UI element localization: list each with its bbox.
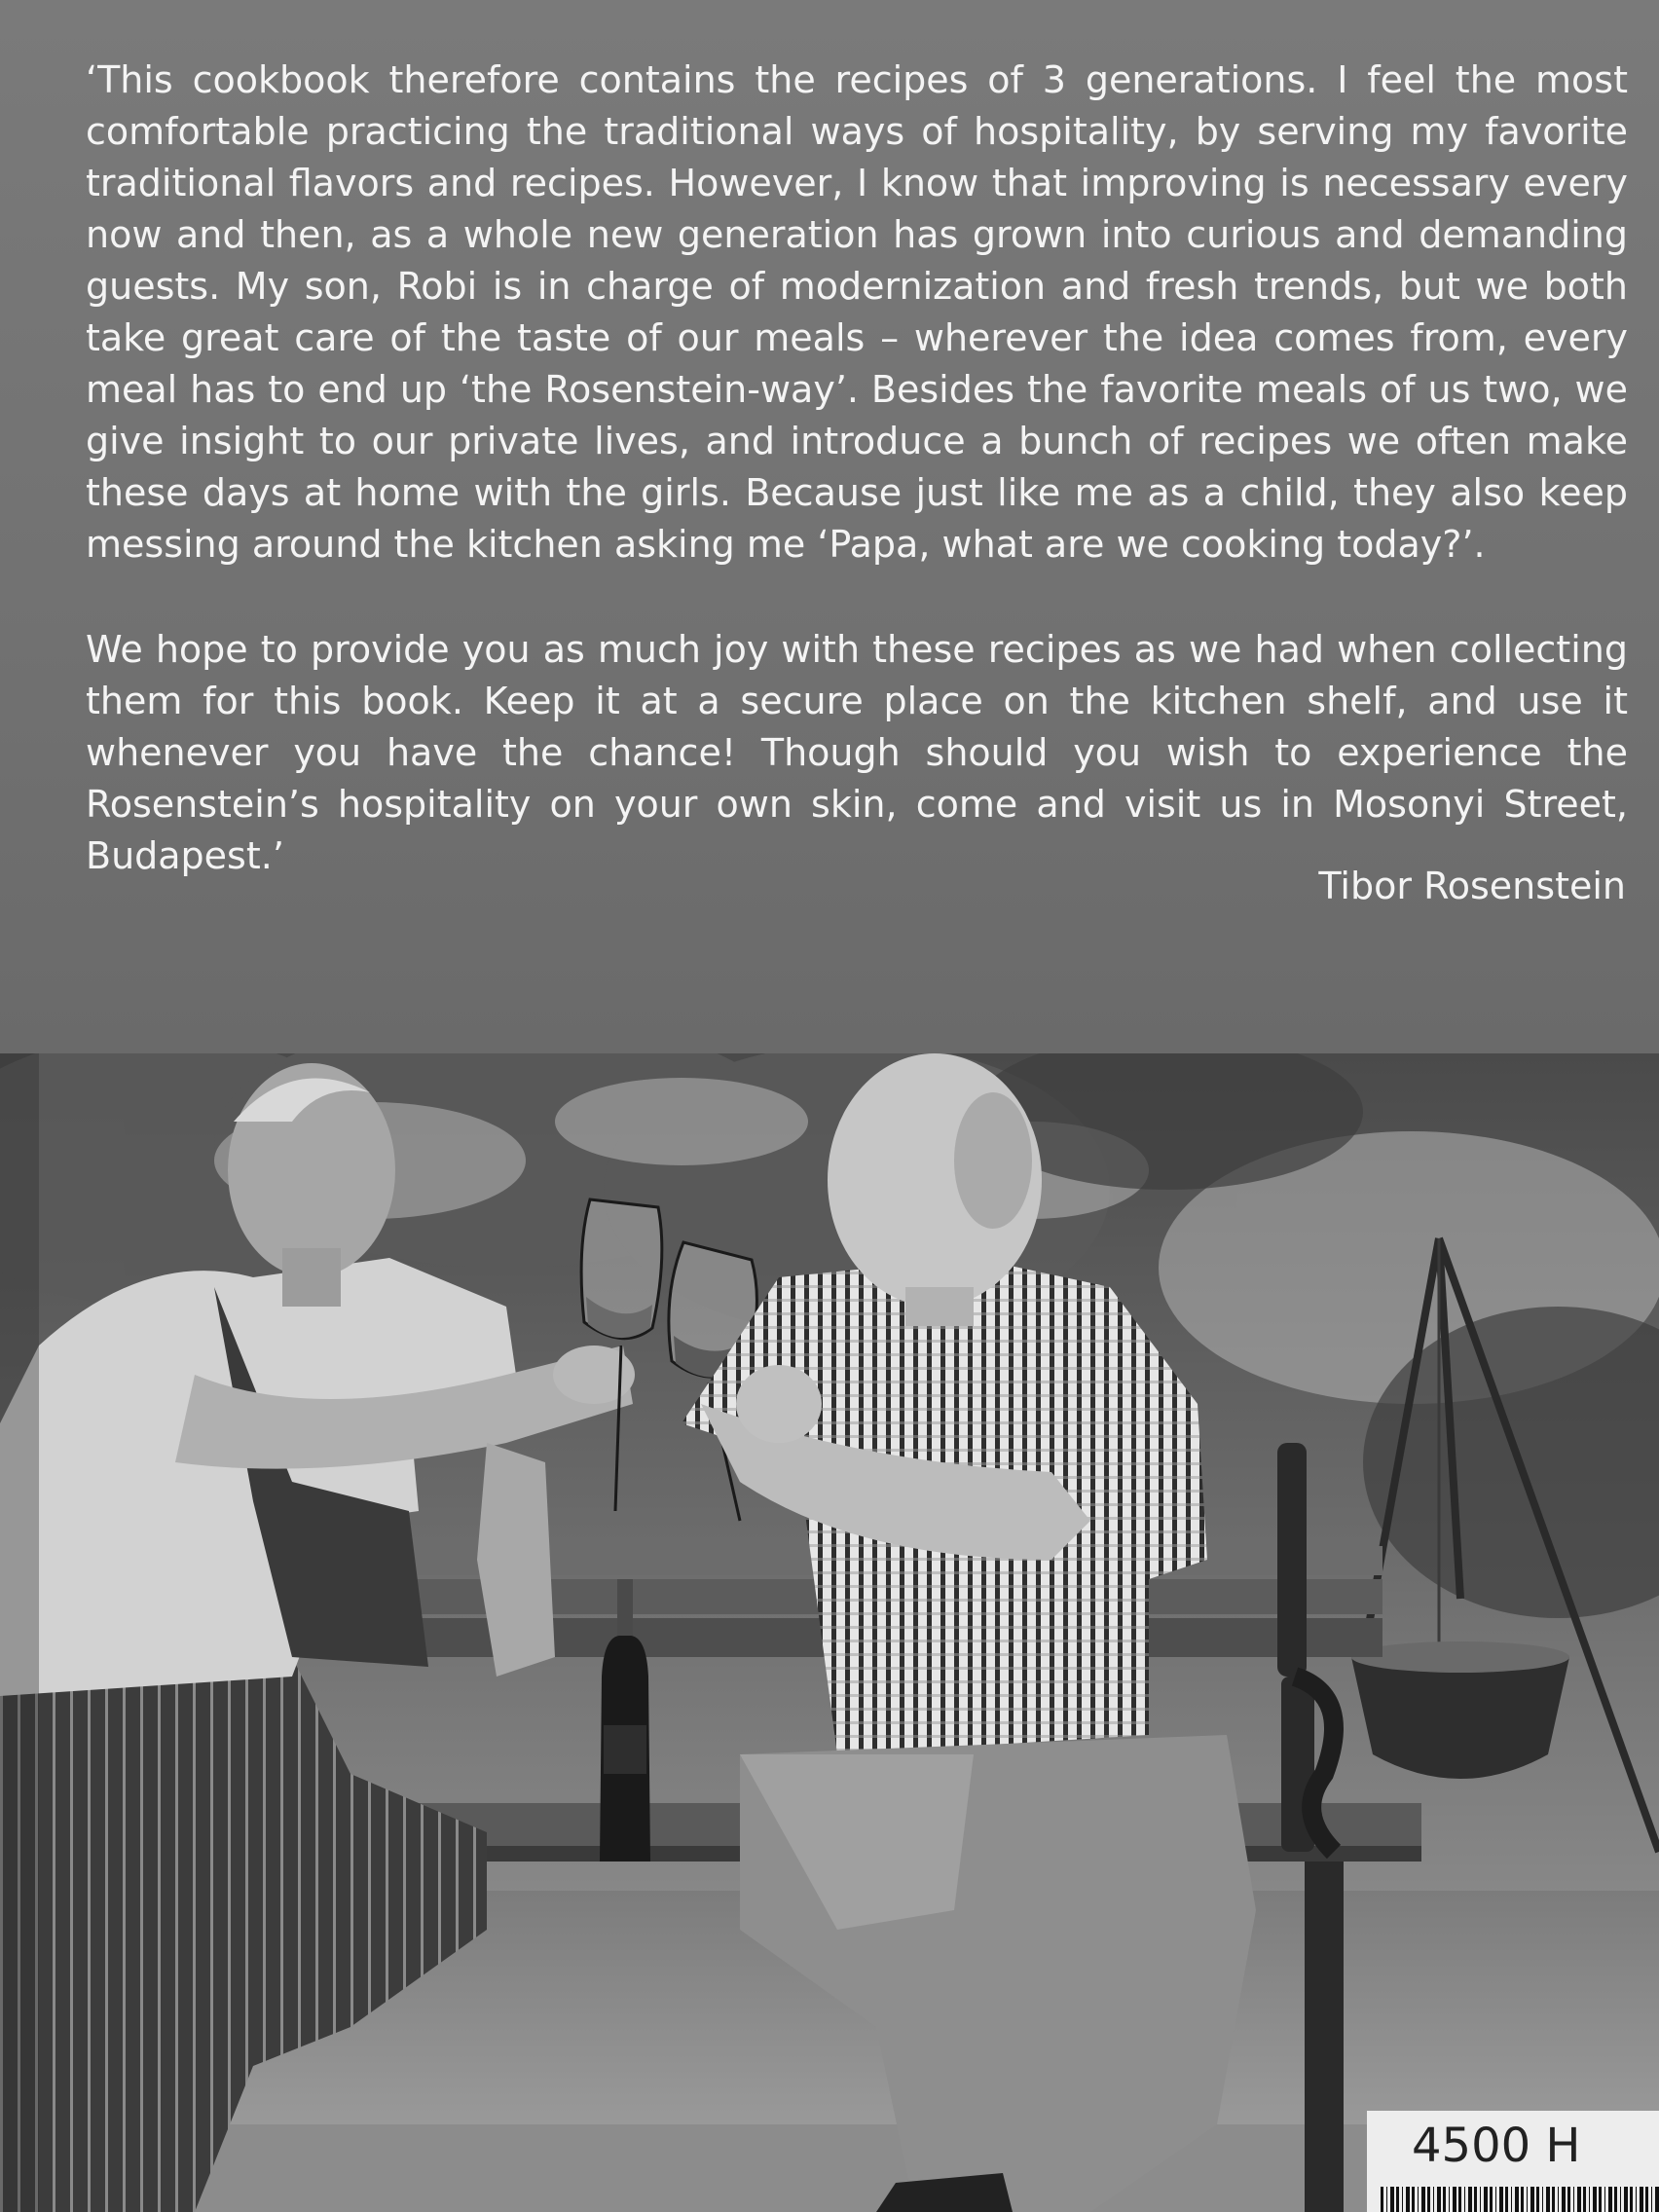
intro-paragraph-1: ‘This cookbook therefore contains the recipes of 3 generations. I feel the most comfortable practicing the traditional ways of hospitality, by serving my favorite traditional flavors and recipes. However, I know that improving is necessary every now and then, as a whole new generation has grown into curious and demanding guests. My son, Robi is in charge of modernization and fresh trends, but we both take great care of the taste of our meals – wherever the idea comes from, every meal has to end up ‘the Rosenstein-way’. Besides the favorite meals of us two, we give insight to our private lives, and introduce a bunch of recipes we often make these days at home with the girls. Because just like me as a child, they also keep messing around the kitchen asking me ‘Papa, what are we cooking today?’. <box>86 58 1628 566</box>
photo-illustration <box>0 1053 1659 2212</box>
text-panel <box>0 0 1659 1057</box>
cover-photo <box>0 1053 1659 2212</box>
author-signature: Tibor Rosenstein <box>1318 865 1626 907</box>
price-sticker <box>1367 2111 1659 2212</box>
barcode <box>1381 2187 1659 2212</box>
price-text: 4500 H <box>1412 2119 1581 2173</box>
intro-paragraph-2: We hope to provide you as much joy with these recipes as we had when collecting them for this book. Keep it at a secure place on the kitchen shelf, and use it whenever you have the chance! Though should you wish to experience the Rosenstein’s hospitality on your own skin, come and visit us in Mosonyi Street, Budapest.’ <box>86 628 1628 877</box>
